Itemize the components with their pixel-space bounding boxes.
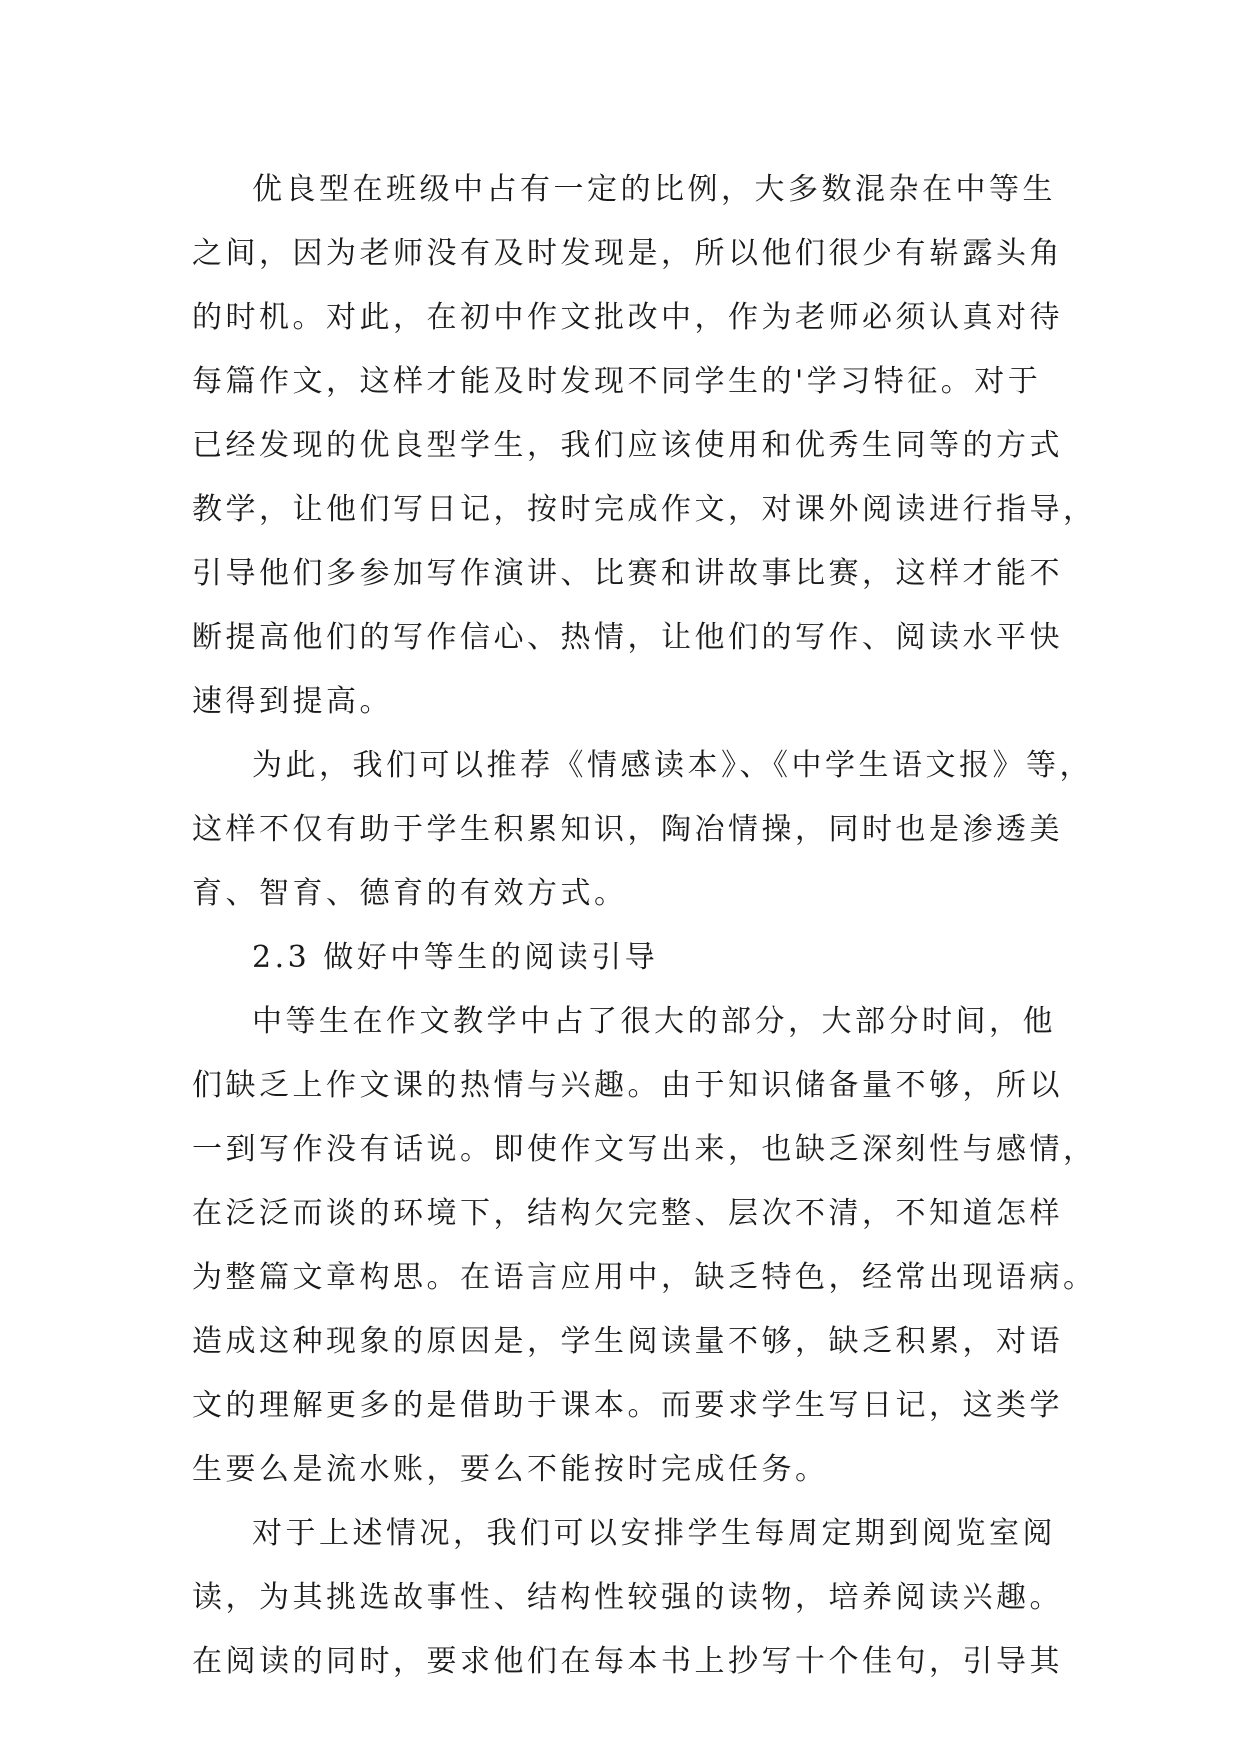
paragraph-line: 中等生在作文教学中占了很大的部分，大部分时间，他 (252, 1004, 1056, 1039)
paragraph-line: 育、智育、德育的有效方式。 (192, 876, 628, 911)
paragraph-line: 为整篇文章构思。在语言应用中，缺乏特色，经常出现语病。 (192, 1260, 1097, 1295)
paragraph-line: 引导他们多参加写作演讲、比赛和讲故事比赛，这样才能不 (192, 556, 1063, 591)
paragraph-line: 教学，让他们写日记，按时完成作文，对课外阅读进行指导， (192, 492, 1097, 527)
paragraph-line: 速得到提高。 (192, 684, 393, 719)
paragraph-line: 的时机。对此，在初中作文批改中，作为老师必须认真对待 (192, 300, 1063, 335)
paragraph-line: 生要么是流水账，要么不能按时完成任务。 (192, 1452, 829, 1487)
paragraph-line: 优良型在班级中占有一定的比例，大多数混杂在中等生 (252, 172, 1056, 207)
paragraph-line: 在阅读的同时，要求他们在每本书上抄写十个佳句，引导其 (192, 1644, 1063, 1679)
paragraph-line: 之间，因为老师没有及时发现是，所以他们很少有崭露头角 (192, 236, 1063, 271)
paragraph-line: 为此，我们可以推荐《情感读本》、《中学生语文报》等， (252, 748, 1093, 783)
document-page (192, 158, 1097, 1694)
paragraph-line: 已经发现的优良型学生，我们应该使用和优秀生同等的方式 (192, 428, 1063, 463)
paragraph-line: 对于上述情况，我们可以安排学生每周定期到阅览室阅 (252, 1516, 1056, 1551)
paragraph-line: 文的理解更多的是借助于课本。而要求学生写日记，这类学 (192, 1388, 1063, 1423)
paragraph-line: 每篇作文，这样才能及时发现不同学生的'学习特征。对于 (192, 364, 1042, 399)
section-heading: 2.3 做好中等生的阅读引导 (252, 940, 659, 975)
paragraph-line: 断提高他们的写作信心、热情，让他们的写作、阅读水平快 (192, 620, 1063, 655)
paragraph-line: 这样不仅有助于学生积累知识，陶冶情操，同时也是渗透美 (192, 812, 1063, 847)
paragraph-line: 在泛泛而谈的环境下，结构欠完整、层次不清，不知道怎样 (192, 1196, 1063, 1231)
paragraph-line: 造成这种现象的原因是，学生阅读量不够，缺乏积累，对语 (192, 1324, 1063, 1359)
paragraph-line: 们缺乏上作文课的热情与兴趣。由于知识储备量不够，所以 (192, 1068, 1063, 1103)
paragraph-line: 一到写作没有话说。即使作文写出来，也缺乏深刻性与感情， (192, 1132, 1097, 1167)
paragraph-line: 读，为其挑选故事性、结构性较强的读物，培养阅读兴趣。 (192, 1580, 1063, 1615)
